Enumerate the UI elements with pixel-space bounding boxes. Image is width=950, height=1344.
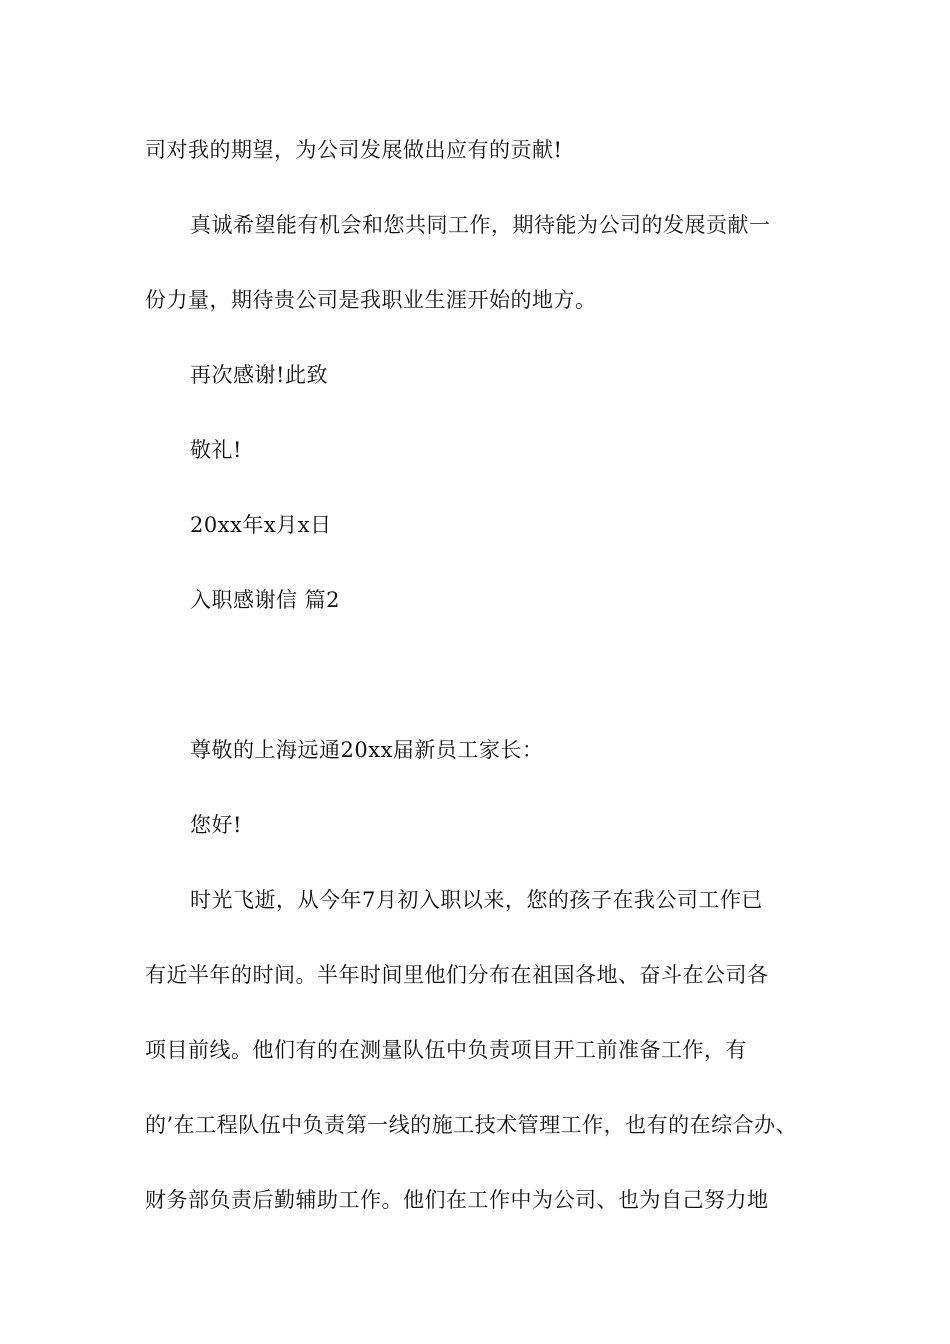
date-line: 20xx年x月x日 (190, 513, 332, 537)
closing-line: 再次感谢!此致 (190, 363, 328, 387)
paragraph-line: 的’在工程队伍中负责第一线的施工技术管理工作，也有的在综合办、 (145, 1113, 798, 1137)
paragraph-line: 时光飞逝，从今年7月初入职以来，您的孩子在我公司工作已 (190, 888, 763, 912)
paragraph-line: 份力量，期待贵公司是我职业生涯开始的地方。 (145, 288, 597, 312)
greeting-line: 您好! (190, 813, 242, 837)
paragraph-line: 有近半年的时间。半年时间里他们分布在祖国各地、奋斗在公司各 (145, 963, 769, 987)
paragraph-line: 真诚希望能有机会和您共同工作，期待能为公司的发展贡献一 (190, 213, 771, 237)
paragraph-line: 项目前线。他们有的在测量队伍中负责项目开工前准备工作，有 (145, 1038, 747, 1062)
paragraph-line: 财务部负责后勤辅助工作。他们在工作中为公司、也为自己努力地 (145, 1188, 769, 1212)
paragraph-line: 司对我的期望，为公司发展做出应有的贡献! (145, 138, 563, 162)
section-heading: 入职感谢信 篇2 (190, 588, 341, 612)
salutation-line: 敬礼! (190, 438, 242, 462)
greeting-line: 尊敬的上海远通20xx届新员工家长： (190, 738, 544, 762)
